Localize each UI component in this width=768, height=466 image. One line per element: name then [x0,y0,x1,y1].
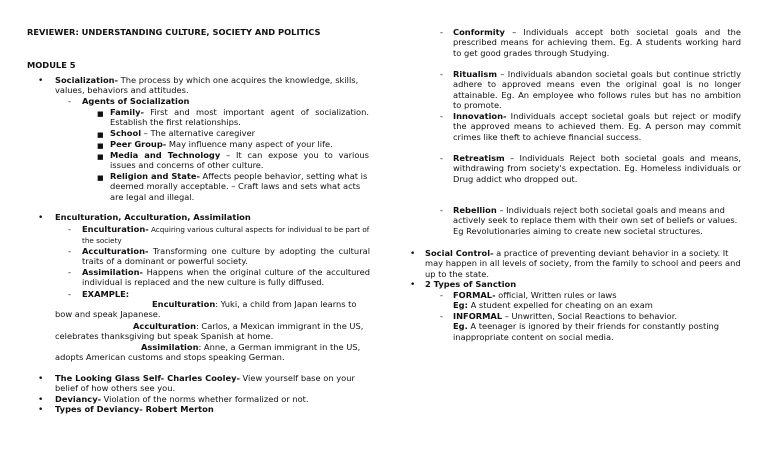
sanction-desc: official, Written rules or laws [495,290,617,300]
socialization-term: Socialization- [55,75,119,85]
dash-icon: - [440,69,443,79]
agent-religion-state [110,171,369,202]
bullet-icon: • [38,374,44,384]
enculturation-heading: Enculturation, Acculturation, Assimilation [55,212,251,222]
socialization-item [55,75,370,96]
deviancy-item [55,394,371,404]
agent-term: Family- [110,107,144,117]
merton-innovation [453,111,741,142]
agent-family [110,107,369,128]
enc-desc: Happens when the original culture of the accultured individual is replaced and the new culture is fully diffused. [82,267,370,288]
example-label: EXAMPLE: [82,289,130,299]
social-control-item [425,248,741,279]
bullet-icon: • [410,280,416,290]
dash-icon: - [440,290,443,300]
merton-term: Conformity [453,27,505,37]
sanction-term: INFORMAL [453,311,503,321]
agent-term: Religion and State- [110,171,200,181]
example-term: Acculturation [133,321,196,331]
social-control-desc: a practice of preventing deviant behavior in a society. It may happen in all levels of society, from the family to school and peers and up to the state. [425,248,741,279]
bullet-icon: • [38,213,44,223]
dash-icon: - [440,27,443,37]
enculturation-item [82,224,372,247]
sanction-eg: A student expelled for cheating on an exam [467,300,653,311]
sanction-eg-label: Eg: [453,300,468,311]
example-term: Enculturation [152,299,216,309]
square-bullet-icon: ■ [97,174,104,182]
agent-peer-group [110,139,369,149]
enc-desc: Acquiring various cultural aspects for individual to be part of the society [82,225,370,246]
example-desc: : Carlos, a Mexican immigrant in the US, celebrates thanksgiving but speak Spanish at home. [55,321,364,342]
agent-desc: May influence many aspect of your life. [166,139,333,149]
agent-school [110,128,369,138]
dash-icon: - [440,111,443,121]
enc-term: Enculturation- [82,224,149,234]
merton-term: Retreatism [453,153,505,163]
square-bullet-icon: ■ [97,131,104,139]
sanction-heading: 2 Types of Sanction [425,279,517,289]
merton-term: Ritualism [453,69,497,79]
agent-term: Media and Technology [110,150,221,160]
example-desc: : Yuki, a child from Japan learns to bow and speak Japanese. [55,299,357,320]
deviancy-term: Deviancy- [55,394,102,404]
enc-term: Assimilation- [82,267,143,277]
square-bullet-icon: ■ [97,142,104,150]
merton-term: Rebellion [453,205,497,215]
assimilation-item [82,267,370,288]
module-heading: MODULE 5 [27,60,76,70]
merton-rebellion [453,205,741,236]
sanction-desc: – Unwritten, Social Reactions to behavior. [502,311,677,321]
agent-desc: – The alternative caregiver [141,128,256,138]
dash-icon: - [440,311,443,321]
bullet-icon: • [38,395,44,405]
sanction-formal [453,290,741,311]
bullet-icon: • [38,76,44,86]
merton-retreatism [453,153,741,184]
dash-icon: - [68,96,71,106]
bullet-icon: • [410,249,416,259]
bullet-icon: • [38,405,44,415]
merton-desc: – Individuals accept both societal goals and the prescribed means for achieving them. Eg. A students working hard to get good grades through Studying. [453,27,741,58]
agents-heading: Agents of Socialization [82,96,190,106]
socialization-desc: The process by which one acquires the knowledge, skills, values, behaviors and attitudes. [55,75,359,96]
enc-desc: Transforming one culture by adopting the cultural traits of a dominant or powerful society. [82,246,370,267]
merton-conformity [453,27,741,58]
example-desc: : Anne, a German immigrant in the US, adopts American customs and stops speaking German. [55,342,361,363]
agent-desc: Affects people behavior, setting what is deemed morally acceptable. – Craft laws and sets what acts are legal and illegal. [110,171,368,202]
social-control-term: Social Control- [425,248,494,258]
sanction-term: FORMAL- [453,290,496,300]
enc-term: Acculturation- [82,246,149,256]
square-bullet-icon: ■ [97,110,104,118]
example-assimilation [55,342,370,363]
merton-desc: – Individuals Reject both societal goals and means, withdrawing from society's expectation. Eg. Homeless individuals or Drug addict who dropped out. [453,153,741,184]
acculturation-item [82,246,370,267]
example-term: Assimilation [141,342,199,352]
merton-desc: – Individuals abandon societal goals but continue strictly adhere to approved means even the original goal is no longer attainable. Eg. An employee who follows rules but has no ambition to promote. [453,69,741,111]
merton-term: Innovation- [453,111,507,121]
dash-icon: - [68,246,71,256]
document-title: REVIEWER: UNDERSTANDING CULTURE, SOCIETY AND POLITICS [27,27,321,37]
agent-media [110,150,369,171]
dash-icon: - [68,289,71,299]
dash-icon: - [68,224,71,234]
sanction-eg: A teenager is ignored by their friends for constantly posting inappropriate content on social media. [453,321,720,342]
dash-icon: - [440,205,443,215]
dash-icon: - [440,153,443,163]
sanction-informal [453,311,743,342]
looking-glass-item [55,373,371,394]
types-deviancy-item: Types of Deviancy- Robert Merton [55,404,214,414]
sanction-eg-label: Eg. [453,321,468,332]
square-bullet-icon: ■ [97,153,104,161]
merton-ritualism [453,69,741,111]
agent-term: School [110,128,142,138]
deviancy-desc: Violation of the norms whether formalized or not. [101,394,309,404]
merton-desc: – Individuals reject both societal goals and means and actively seek to replace them with their own set of beliefs or values. Eg Revolutionaries aiming to create new societal structures. [453,205,738,236]
example-enculturation [55,299,370,320]
dash-icon: - [68,267,71,277]
agent-desc: – It can expose you to various issues and concerns of other culture. [110,150,369,171]
looking-glass-desc: View yourself base on your belief of how others see you. [55,373,355,394]
merton-desc: Individuals accept societal goals but reject or modify the approved means to achieved them. Eg. A person may commit crimes like theft to achieve financial success. [453,111,741,142]
example-acculturation [55,321,370,342]
looking-glass-term: The Looking Glass Self- Charles Cooley- [55,373,240,383]
agent-desc: First and most important agent of socialization. Establish the first relationships. [110,107,369,128]
agent-term: Peer Group- [110,139,167,149]
